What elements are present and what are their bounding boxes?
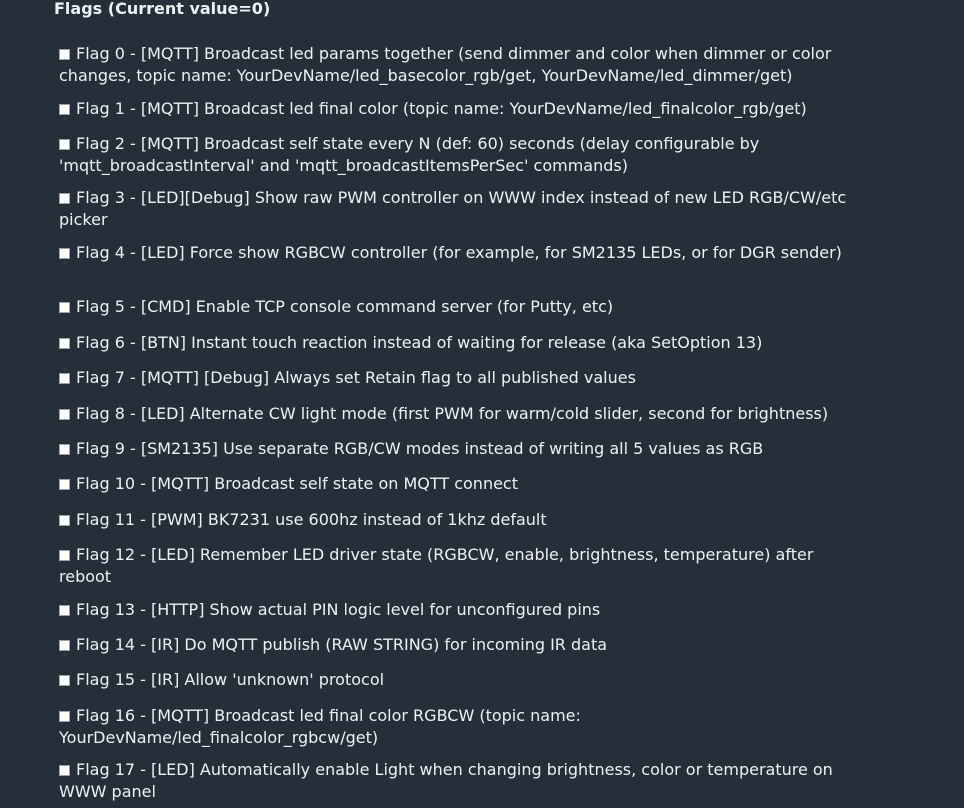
flag-row-14 xyxy=(59,634,859,669)
flag-row-10 xyxy=(59,473,859,508)
flag-label-12[interactable] xyxy=(59,545,813,586)
flag-row-15 xyxy=(59,669,859,704)
flag-label-14[interactable] xyxy=(59,635,607,654)
flag-checkbox-14[interactable] xyxy=(59,640,70,651)
flag-row-4 xyxy=(59,242,859,297)
flag-checkbox-4[interactable] xyxy=(59,248,70,259)
flag-text-15: Flag 15 - [IR] Allow 'unknown' protocol xyxy=(76,670,385,690)
flag-label-8[interactable] xyxy=(59,404,828,423)
flag-label-16[interactable] xyxy=(59,706,581,747)
flag-row-16 xyxy=(59,705,859,760)
flag-label-2[interactable] xyxy=(59,134,759,175)
flag-label-1[interactable] xyxy=(59,99,807,118)
flag-checkbox-1[interactable] xyxy=(59,104,70,115)
flag-row-6 xyxy=(59,332,859,367)
flag-row-8 xyxy=(59,403,859,438)
flag-checkbox-8[interactable] xyxy=(59,409,70,420)
flag-row-12 xyxy=(59,544,859,599)
flag-row-0 xyxy=(59,43,859,98)
flag-text-3: Flag 3 - [LED][Debug] Show raw PWM controller on WWW index instead of new LED RGB/CW/etc picker xyxy=(59,188,847,230)
flag-text-16: Flag 16 - [MQTT] Broadcast led final color RGBCW (topic name: YourDevName/led_finalcolor_rgbcw/get) xyxy=(59,705,581,747)
flag-row-5 xyxy=(59,296,859,331)
flag-label-4[interactable] xyxy=(59,243,842,262)
flag-text-12: Flag 12 - [LED] Remember LED driver state (RGBCW, enable, brightness, temperature) after reboot xyxy=(59,545,814,587)
flag-text-4: Flag 4 - [LED] Force show RGBCW controller (for example, for SM2135 LEDs, or for DGR sender) xyxy=(76,242,842,262)
flag-checkbox-3[interactable] xyxy=(59,193,70,204)
flag-row-3 xyxy=(59,187,859,242)
flag-text-2: Flag 2 - [MQTT] Broadcast self state every N (def: 60) seconds (delay configurable by 'mqtt_broadcastInterval' and 'mqtt_broadcastItemsPerSec' commands) xyxy=(59,133,760,175)
flag-label-10[interactable] xyxy=(59,474,518,493)
flag-checkbox-16[interactable] xyxy=(59,711,70,722)
flag-row-9 xyxy=(59,438,859,473)
flag-checkbox-17[interactable] xyxy=(59,765,70,776)
flag-list xyxy=(59,43,859,808)
flag-row-17 xyxy=(59,759,859,808)
flag-row-11 xyxy=(59,509,859,544)
flag-text-0: Flag 0 - [MQTT] Broadcast led params together (send dimmer and color when dimmer or color changes, topic name: YourDevName/led_basecolor_rgb/get, YourDevName/led_dimmer/get) xyxy=(59,44,832,85)
flag-text-1: Flag 1 - [MQTT] Broadcast led final color (topic name: YourDevName/led_finalcolor_rgb/get) xyxy=(76,98,807,118)
flag-text-13: Flag 13 - [HTTP] Show actual PIN logic level for unconfigured pins xyxy=(76,599,601,619)
flag-label-0[interactable] xyxy=(59,44,831,85)
flag-checkbox-13[interactable] xyxy=(59,605,70,616)
flag-label-6[interactable] xyxy=(59,333,762,352)
flag-checkbox-11[interactable] xyxy=(59,515,70,526)
flag-label-13[interactable] xyxy=(59,600,600,619)
flag-label-5[interactable] xyxy=(59,297,613,316)
flag-checkbox-2[interactable] xyxy=(59,139,70,150)
flag-text-14: Flag 14 - [IR] Do MQTT publish (RAW STRING) for incoming IR data xyxy=(76,635,608,655)
flag-row-13 xyxy=(59,599,859,634)
flag-label-3[interactable] xyxy=(59,188,846,229)
flag-label-11[interactable] xyxy=(59,510,547,529)
flag-text-6: Flag 6 - [BTN] Instant touch reaction instead of waiting for release (aka SetOption 13) xyxy=(76,332,763,352)
flag-text-9: Flag 9 - [SM2135] Use separate RGB/CW modes instead of writing all 5 values as RGB xyxy=(76,438,764,458)
flag-row-2 xyxy=(59,133,859,188)
flag-checkbox-5[interactable] xyxy=(59,302,70,313)
flags-heading: Flags (Current value=0) xyxy=(54,0,271,18)
flag-text-8: Flag 8 - [LED] Alternate CW light mode (first PWM for warm/cold slider, second for brightness) xyxy=(76,403,829,423)
flag-label-9[interactable] xyxy=(59,439,763,458)
flag-label-17[interactable] xyxy=(59,760,833,801)
flag-checkbox-7[interactable] xyxy=(59,373,70,384)
flag-checkbox-9[interactable] xyxy=(59,444,70,455)
flag-text-10: Flag 10 - [MQTT] Broadcast self state on MQTT connect xyxy=(76,474,518,494)
flag-label-7[interactable] xyxy=(59,368,636,387)
flag-text-17: Flag 17 - [LED] Automatically enable Light when changing brightness, color or temperature on WWW panel xyxy=(59,760,833,802)
flag-checkbox-0[interactable] xyxy=(59,49,70,60)
flag-row-7 xyxy=(59,367,859,402)
flag-label-15[interactable] xyxy=(59,670,384,689)
flag-text-7: Flag 7 - [MQTT] [Debug] Always set Retain flag to all published values xyxy=(76,368,636,388)
flag-checkbox-6[interactable] xyxy=(59,338,70,349)
flag-checkbox-12[interactable] xyxy=(59,550,70,561)
flag-row-1 xyxy=(59,98,859,133)
flag-text-5: Flag 5 - [CMD] Enable TCP console command server (for Putty, etc) xyxy=(76,297,614,317)
flag-text-11: Flag 11 - [PWM] BK7231 use 600hz instead of 1khz default xyxy=(76,509,547,529)
flag-checkbox-10[interactable] xyxy=(59,479,70,490)
flag-checkbox-15[interactable] xyxy=(59,675,70,686)
